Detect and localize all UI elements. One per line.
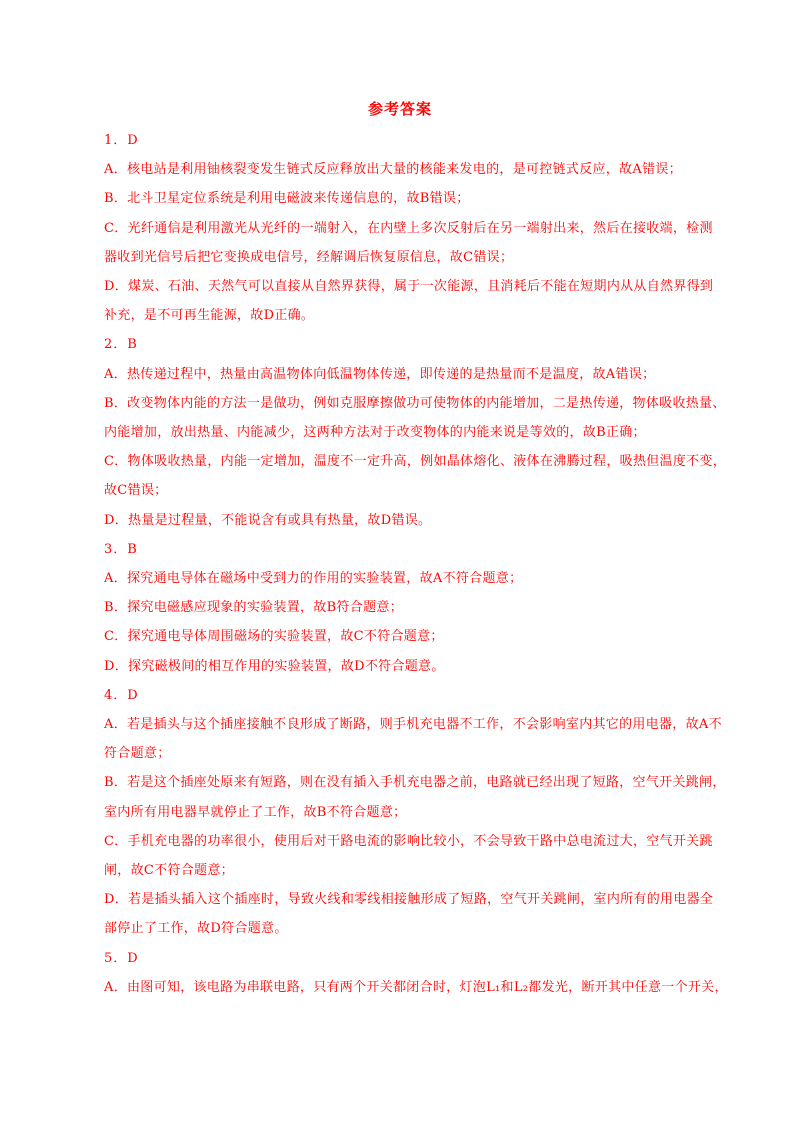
answer-line: 器收到光信号后把它变换成电信号，经解调后恢复原信息，故C错误； <box>104 249 514 265</box>
answer-line: A．热传递过程中，热量由高温物体向低温物体传递，即传递的是热量而不是温度，故A错误； <box>104 366 656 382</box>
answer-line: B．改变物体内能的方法一是做功，例如克服摩擦做功可使物体的内能增加，二是热传递，物体吸收热量、 <box>104 395 726 411</box>
answer-line: A．由图可知，该电路为串联电路，只有两个开关都闭合时，灯泡L₁和L₂都发光，断开其中任意一个开关， <box>104 979 728 995</box>
answer-line: C．光纤通信是利用激光从光纤的一端射入，在内壁上多次反射后在另一端射出来，然后在接收端，检测 <box>104 220 713 236</box>
question-number: 3．B <box>104 541 138 557</box>
question-4 <box>104 681 726 944</box>
answer-line: 室内所有用电器早就停止了工作，故B不符合题意； <box>104 804 407 820</box>
answer-line: D．探究磁极间的相互作用的实验装置，故D不符合题意。 <box>104 658 445 674</box>
answer-line: C．手机充电器的功率很小，使用后对干路电流的影响比较小，不会导致干路中总电流过大，空气开关跳 <box>104 833 713 849</box>
answer-line: D．若是插头插入这个插座时，导致火线和零线相接触形成了短路，空气开关跳闸，室内所有的用电器全 <box>104 892 714 908</box>
question-2 <box>104 330 727 534</box>
page-title: 参考答案 <box>367 100 432 118</box>
answer-line: 补充，是不可再生能源，故D正确。 <box>104 308 315 324</box>
answer-line: D．热量是过程量，不能说含有或具有热量，故D错误。 <box>104 512 432 528</box>
answer-line: A．核电站是利用铀核裂变发生链式反应释放出大量的核能来发电的，是可控链式反应，故A错误； <box>104 162 682 178</box>
question-3 <box>104 535 696 681</box>
question-number: 1．D <box>104 133 139 148</box>
question-number: 2．B <box>104 337 138 353</box>
answer-line: A．若是插头与这个插座接触不良形成了断路，则手机充电器不工作，不会影响室内其它的用电器，故A不 <box>104 717 722 733</box>
answer-line: A．探究通电导体在磁场中受到力的作用的实验装置，故A不符合题意； <box>104 571 523 587</box>
answer-line: D．煤炭、石油、天然气可以直接从自然界获得，属于一次能源，且消耗后不能在短期内从从自然界得到 <box>104 279 714 295</box>
answer-line: 故C错误； <box>104 483 168 499</box>
question-5 <box>104 944 728 1002</box>
question-number: 4．D <box>104 687 139 703</box>
answer-line: 部停止了工作，故D符合题意。 <box>104 921 288 937</box>
answer-line: C．探究通电导体周围磁场的实验装置，故C不符合题意； <box>104 629 444 645</box>
answer-line: B．若是这个插座处原来有短路，则在没有插入手机充电器之前，电路就已经出现了短路，空气开关跳闸， <box>104 775 726 791</box>
answer-line: 符合题意； <box>104 746 171 762</box>
answer-line: B．北斗卫星定位系统是利用电磁波来传递信息的，故B错误； <box>104 191 470 207</box>
answer-line: C．物体吸收热量，内能一定增加，温度不一定升高，例如晶体熔化、液体在沸腾过程，吸热但温度不变， <box>104 454 727 470</box>
question-1 <box>104 126 714 330</box>
answer-line: 内能增加，放出热量、内能减少，这两种方法对于改变物体的内能来说是等效的，故B正确； <box>104 425 646 441</box>
answer-line: B．探究电磁感应现象的实验装置，故B符合题意； <box>104 600 404 616</box>
answer-line: 闸，故C不符合题意； <box>104 863 234 879</box>
question-number: 5．D <box>104 950 139 966</box>
